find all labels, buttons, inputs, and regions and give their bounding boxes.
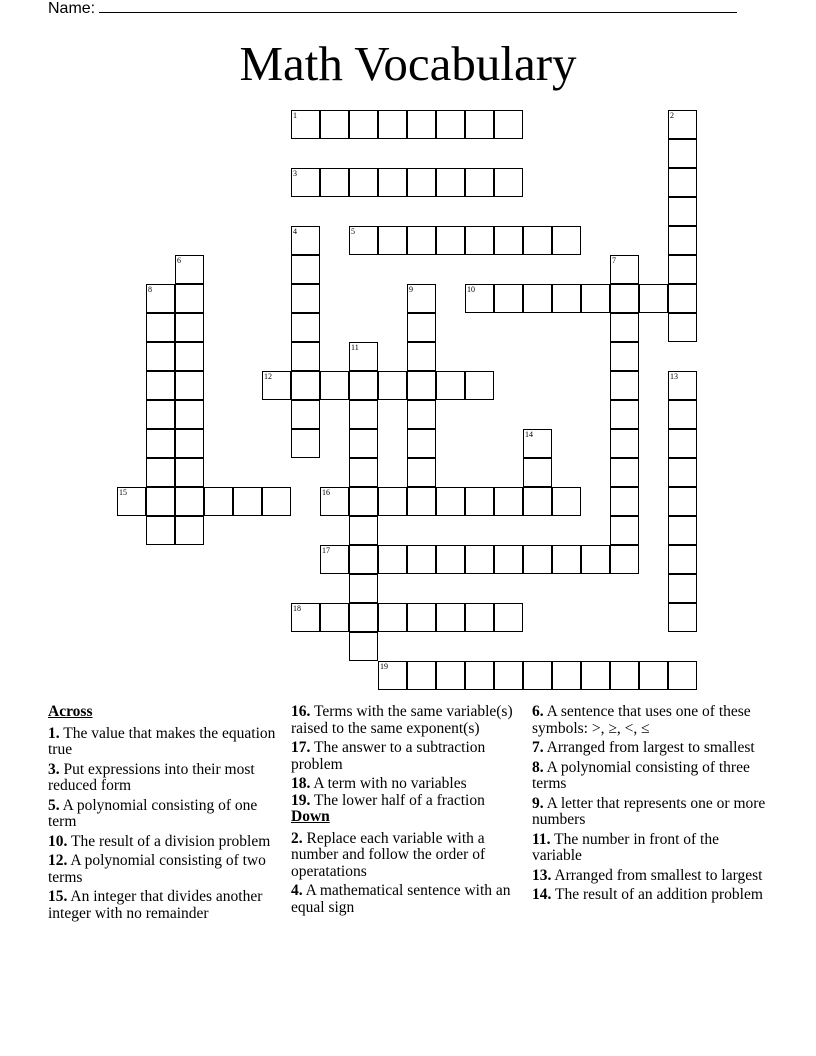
crossword-cell[interactable] [523, 429, 552, 458]
crossword-cell[interactable] [407, 371, 436, 400]
clue-number-5: 5 [351, 227, 355, 236]
crossword-cell[interactable] [407, 429, 436, 458]
crossword-cell[interactable] [320, 371, 349, 400]
crossword-cell[interactable] [610, 400, 639, 429]
crossword-cell[interactable] [175, 255, 204, 284]
crossword-cell[interactable] [639, 661, 668, 690]
crossword-cell[interactable] [668, 168, 697, 197]
crossword-cell[interactable] [378, 110, 407, 139]
across-heading: Across [48, 703, 93, 720]
crossword-cell[interactable] [349, 458, 378, 487]
crossword-cell[interactable] [610, 516, 639, 545]
clue-down-14: 14. The result of an addition problem [532, 886, 763, 903]
crossword-cell[interactable] [407, 284, 436, 313]
crossword-cell[interactable] [436, 545, 465, 574]
clue-number-9: 9 [409, 285, 413, 294]
clue-down-9: 9. A letter that represents one or more numbers [532, 794, 766, 828]
crossword-cell[interactable] [349, 516, 378, 545]
crossword-cell[interactable] [233, 487, 262, 516]
crossword-cell[interactable] [146, 284, 175, 313]
crossword-cell[interactable] [436, 168, 465, 197]
crossword-cell[interactable] [407, 603, 436, 632]
crossword-cell[interactable] [668, 139, 697, 168]
crossword-cell[interactable] [378, 371, 407, 400]
crossword-cell[interactable] [610, 429, 639, 458]
crossword-cell[interactable] [610, 342, 639, 371]
clue-across-3: 3. Put expressions into their most reduced form [48, 760, 255, 794]
crossword-cell[interactable] [378, 168, 407, 197]
crossword-cell[interactable] [349, 603, 378, 632]
crossword-cell[interactable] [668, 255, 697, 284]
crossword-cell[interactable] [320, 545, 349, 574]
crossword-cell[interactable] [407, 458, 436, 487]
crossword-cell[interactable] [349, 574, 378, 603]
crossword-cell[interactable] [378, 226, 407, 255]
crossword-cell[interactable] [175, 516, 204, 545]
crossword-cell[interactable] [494, 226, 523, 255]
clue-across-5: 5. A polynomial consisting of one term [48, 796, 258, 830]
crossword-cell[interactable] [552, 226, 581, 255]
crossword-cell[interactable] [291, 168, 320, 197]
crossword-cell[interactable] [378, 661, 407, 690]
crossword-cell[interactable] [436, 661, 465, 690]
clues-column-2 [291, 704, 527, 919]
crossword-cell[interactable] [291, 371, 320, 400]
clue-down-4: 4. A mathematical sentence with an equal sign [291, 882, 511, 916]
clues-column-3 [532, 704, 768, 907]
crossword-cell[interactable] [610, 284, 639, 313]
crossword-cell[interactable] [465, 110, 494, 139]
crossword-cell[interactable] [291, 400, 320, 429]
crossword-cell[interactable] [407, 400, 436, 429]
crossword-cell[interactable] [117, 487, 146, 516]
crossword-cell[interactable] [262, 487, 291, 516]
crossword-cell[interactable] [349, 632, 378, 661]
crossword-cell[interactable] [349, 429, 378, 458]
clue-down-2: 2. Replace each variable with a number and follow the order of operatations [291, 829, 486, 880]
clue-across-18: 18. A term with no variables [291, 775, 467, 792]
crossword-cell[interactable] [349, 545, 378, 574]
crossword-cell[interactable] [494, 487, 523, 516]
crossword-cell[interactable] [407, 487, 436, 516]
crossword-cell[interactable] [523, 487, 552, 516]
crossword-cell[interactable] [610, 661, 639, 690]
crossword-cell[interactable] [349, 168, 378, 197]
crossword-cell[interactable] [523, 284, 552, 313]
page-title: Math Vocabulary [239, 36, 577, 91]
crossword-cell[interactable] [407, 342, 436, 371]
crossword-cell[interactable] [610, 371, 639, 400]
crossword-cell[interactable] [407, 545, 436, 574]
clue-across-16: 16. Terms with the same variable(s) raised to the same exponent(s) [291, 703, 513, 737]
crossword-cell[interactable] [436, 110, 465, 139]
crossword-cell[interactable] [436, 226, 465, 255]
crossword-cell[interactable] [668, 197, 697, 226]
crossword-cell[interactable] [610, 313, 639, 342]
clue-number-11: 11 [351, 343, 359, 352]
crossword-cell[interactable] [175, 342, 204, 371]
crossword-cell[interactable] [610, 458, 639, 487]
crossword-cell[interactable] [407, 661, 436, 690]
crossword-cell[interactable] [175, 400, 204, 429]
down-heading: Down [291, 808, 330, 825]
crossword-cell[interactable] [146, 516, 175, 545]
crossword-cell[interactable] [349, 400, 378, 429]
crossword-cell[interactable] [494, 661, 523, 690]
crossword-cell[interactable] [668, 516, 697, 545]
crossword-cell[interactable] [146, 313, 175, 342]
crossword-cell[interactable] [407, 168, 436, 197]
crossword-cell[interactable] [494, 168, 523, 197]
clue-number-14: 14 [525, 430, 533, 439]
crossword-cell[interactable] [610, 487, 639, 516]
crossword-cell[interactable] [407, 226, 436, 255]
clue-number-15: 15 [119, 488, 127, 497]
crossword-cell[interactable] [436, 487, 465, 516]
crossword-cell[interactable] [378, 545, 407, 574]
crossword-cell[interactable] [465, 487, 494, 516]
crossword-cell[interactable] [146, 400, 175, 429]
clue-down-7: 7. Arranged from largest to smallest [532, 739, 755, 756]
clue-across-15: 15. An integer that divides another integer with no remainder [48, 888, 263, 922]
crossword-cell[interactable] [552, 487, 581, 516]
crossword-cell[interactable] [378, 487, 407, 516]
clue-down-11: 11. The number in front of the variable [532, 830, 719, 864]
crossword-cell[interactable] [465, 284, 494, 313]
clue-across-12: 12. A polynomial consisting of two terms [48, 852, 266, 886]
crossword-cell[interactable] [465, 168, 494, 197]
crossword-cell[interactable] [552, 545, 581, 574]
crossword-cell[interactable] [523, 458, 552, 487]
crossword-cell[interactable] [668, 400, 697, 429]
clue-down-6: 6. A sentence that uses one of these symbols: >, ≥, <, ≤ [532, 703, 751, 737]
crossword-cell[interactable] [668, 284, 697, 313]
crossword-cell[interactable] [523, 661, 552, 690]
crossword-cell[interactable] [523, 545, 552, 574]
crossword-cell[interactable] [436, 603, 465, 632]
crossword-cell[interactable] [146, 371, 175, 400]
crossword-cell[interactable] [465, 545, 494, 574]
clue-number-1: 1 [293, 111, 297, 120]
crossword-cell[interactable] [175, 313, 204, 342]
crossword-cell[interactable] [668, 661, 697, 690]
clue-number-8: 8 [148, 285, 152, 294]
crossword-cell[interactable] [668, 429, 697, 458]
crossword-cell[interactable] [668, 458, 697, 487]
clue-across-10: 10. The result of a division problem [48, 832, 271, 850]
crossword-cell[interactable] [146, 487, 175, 516]
crossword-cell[interactable] [291, 313, 320, 342]
crossword-cell[interactable] [639, 284, 668, 313]
crossword-cell[interactable] [523, 226, 552, 255]
crossword-cell[interactable] [494, 110, 523, 139]
crossword-cell[interactable] [436, 371, 465, 400]
clue-down-8: 8. A polynomial consisting of three terms [532, 758, 750, 792]
crossword-cell[interactable] [494, 545, 523, 574]
crossword-cell[interactable] [668, 545, 697, 574]
crossword-cell[interactable] [581, 545, 610, 574]
crossword-cell[interactable] [175, 429, 204, 458]
crossword-cell[interactable] [465, 371, 494, 400]
crossword-cell[interactable] [175, 284, 204, 313]
crossword-cell[interactable] [146, 342, 175, 371]
crossword-cell[interactable] [175, 458, 204, 487]
crossword-cell[interactable] [291, 255, 320, 284]
crossword-cell[interactable] [349, 371, 378, 400]
crossword-cell[interactable] [610, 545, 639, 574]
crossword-cell[interactable] [291, 284, 320, 313]
crossword-cell[interactable] [291, 603, 320, 632]
crossword-cell[interactable] [581, 284, 610, 313]
crossword-cell[interactable] [262, 371, 291, 400]
crossword-cell[interactable] [349, 342, 378, 371]
clue-number-13: 13 [670, 372, 678, 381]
clue-across-19: 19. The lower half of a fraction [291, 791, 485, 809]
crossword-cell[interactable] [668, 371, 697, 400]
crossword-cell[interactable] [494, 603, 523, 632]
clue-number-18: 18 [293, 604, 301, 613]
crossword-cell[interactable] [320, 110, 349, 139]
crossword-cell[interactable] [407, 110, 436, 139]
crossword-cell[interactable] [668, 487, 697, 516]
clue-number-17: 17 [322, 546, 330, 555]
clue-number-7: 7 [612, 256, 616, 265]
crossword-cell[interactable] [581, 661, 610, 690]
crossword-cell[interactable] [146, 429, 175, 458]
crossword-cell[interactable] [320, 168, 349, 197]
crossword-cell[interactable] [175, 487, 204, 516]
crossword-cell[interactable] [291, 110, 320, 139]
clue-number-3: 3 [293, 169, 297, 178]
clue-number-4: 4 [293, 227, 297, 236]
crossword-cell[interactable] [494, 284, 523, 313]
clue-number-16: 16 [322, 488, 330, 497]
clue-number-12: 12 [264, 372, 272, 381]
crossword-cell[interactable] [552, 284, 581, 313]
crossword-cell[interactable] [291, 226, 320, 255]
crossword-cell[interactable] [465, 603, 494, 632]
crossword-cell[interactable] [291, 429, 320, 458]
crossword-cell[interactable] [378, 603, 407, 632]
clue-number-19: 19 [380, 662, 388, 671]
crossword-cell[interactable] [146, 458, 175, 487]
clue-across-17: 17. The answer to a subtraction problem [291, 739, 486, 773]
crossword-cell[interactable] [291, 342, 320, 371]
crossword-cell[interactable] [320, 487, 349, 516]
crossword-cell[interactable] [668, 110, 697, 139]
crossword-cell[interactable] [407, 313, 436, 342]
crossword-cell[interactable] [610, 255, 639, 284]
clues-column-1 [48, 704, 284, 925]
clue-across-1: 1. The value that makes the equation true [48, 724, 276, 758]
clue-number-2: 2 [670, 111, 674, 120]
crossword-cell[interactable] [349, 487, 378, 516]
crossword-cell[interactable] [349, 110, 378, 139]
crossword-cell[interactable] [204, 487, 233, 516]
crossword-cell[interactable] [668, 603, 697, 632]
crossword-cell[interactable] [175, 371, 204, 400]
crossword-cell[interactable] [465, 661, 494, 690]
clue-number-10: 10 [467, 285, 475, 294]
crossword-cell[interactable] [465, 226, 494, 255]
clue-down-13: 13. Arranged from smallest to largest [532, 866, 763, 884]
crossword-cell[interactable] [552, 661, 581, 690]
crossword-cell[interactable] [668, 313, 697, 342]
crossword-cell[interactable] [668, 226, 697, 255]
crossword-cell[interactable] [349, 226, 378, 255]
crossword-cell[interactable] [668, 574, 697, 603]
clue-number-6: 6 [177, 256, 181, 265]
crossword-cell[interactable] [320, 603, 349, 632]
name-label: Name: [48, 0, 96, 17]
